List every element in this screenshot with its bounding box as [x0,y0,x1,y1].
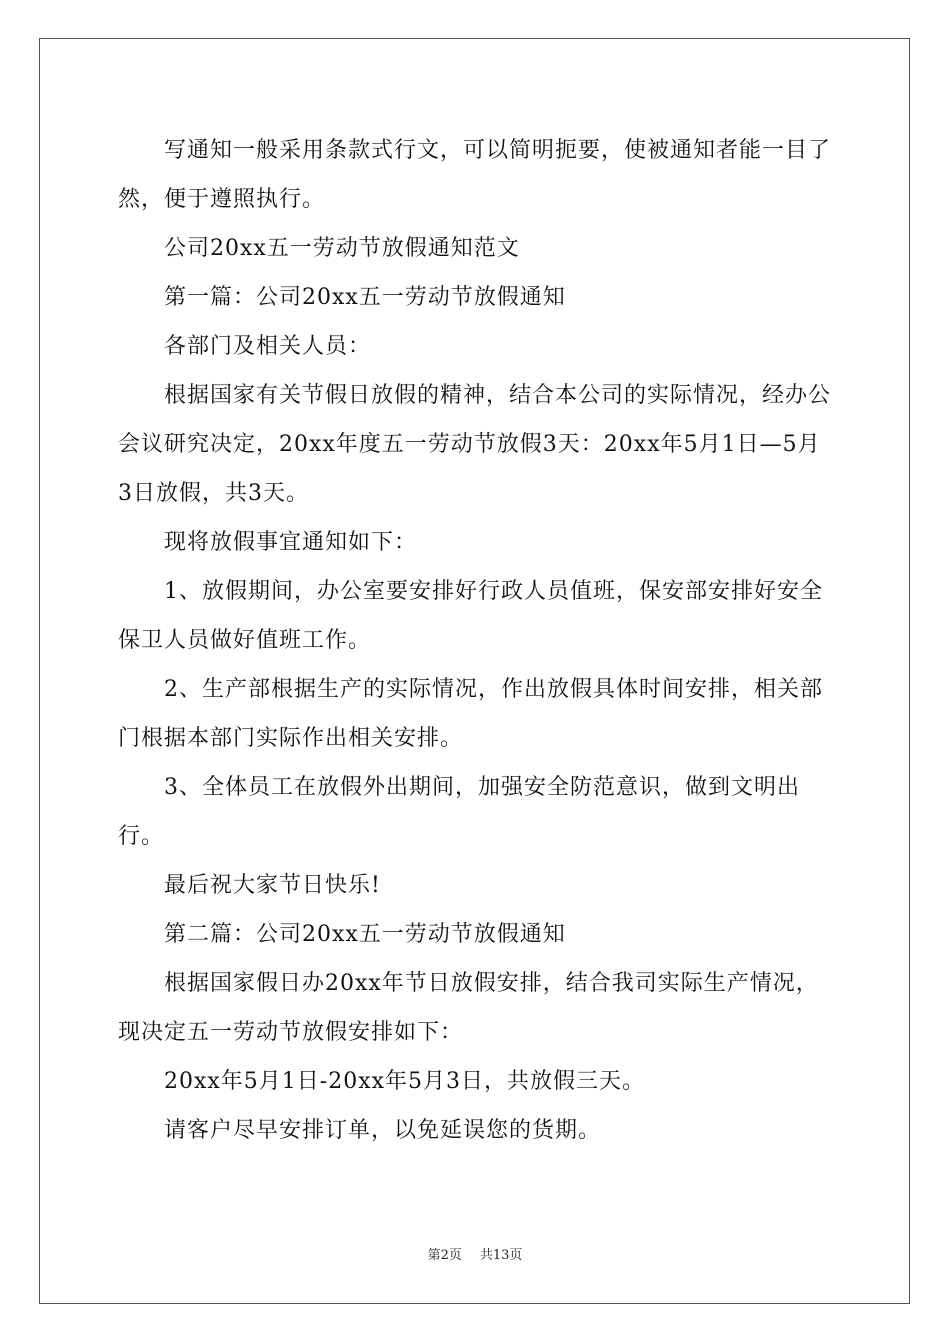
page-number: 第2页 [427,1248,462,1263]
document-body [118,126,834,1155]
paragraph: 2、生产部根据生产的实际情况，作出放假具体时间安排，相关部门根据本部门实际作出相关安排。 [118,677,823,751]
paragraph: 根据国家有关节假日放假的精神，结合本公司的实际情况，经办公会议研究决定，20xx年度五一劳动节放假3天：20xx年5月1日—5月3日放假，共3天。 [118,383,832,506]
paragraph: 最后祝大家节日快乐! [164,873,381,898]
paragraph: 写通知一般采用条款式行文，可以简明扼要，使被通知者能一目了然，便于遵照执行。 [118,138,832,212]
paragraph: 20xx年5月1日-20xx年5月3日，共放假三天。 [164,1069,646,1094]
paragraph: 第二篇：公司20xx五一劳动节放假通知 [164,922,566,947]
paragraph: 现将放假事宜通知如下： [164,530,418,555]
paragraph: 请客户尽早安排订单，以免延误您的货期。 [164,1118,602,1143]
paragraph: 各部门及相关人员： [164,334,372,359]
paragraph: 1、放假期间，办公室要安排好行政人员值班，保安部安排好安全保卫人员做好值班工作。 [118,579,823,653]
paragraph: 第一篇：公司20xx五一劳动节放假通知 [164,285,566,310]
total-pages: 共13页 [479,1248,523,1263]
paragraph: 3、全体员工在放假外出期间，加强安全防范意识，做到文明出行。 [118,775,800,849]
paragraph: 公司20xx五一劳动节放假通知范文 [164,236,520,261]
page-footer [0,1244,950,1263]
paragraph: 根据国家假日办20xx年节日放假安排，结合我司实际生产情况，现决定五一劳动节放假安排如下： [118,971,819,1045]
